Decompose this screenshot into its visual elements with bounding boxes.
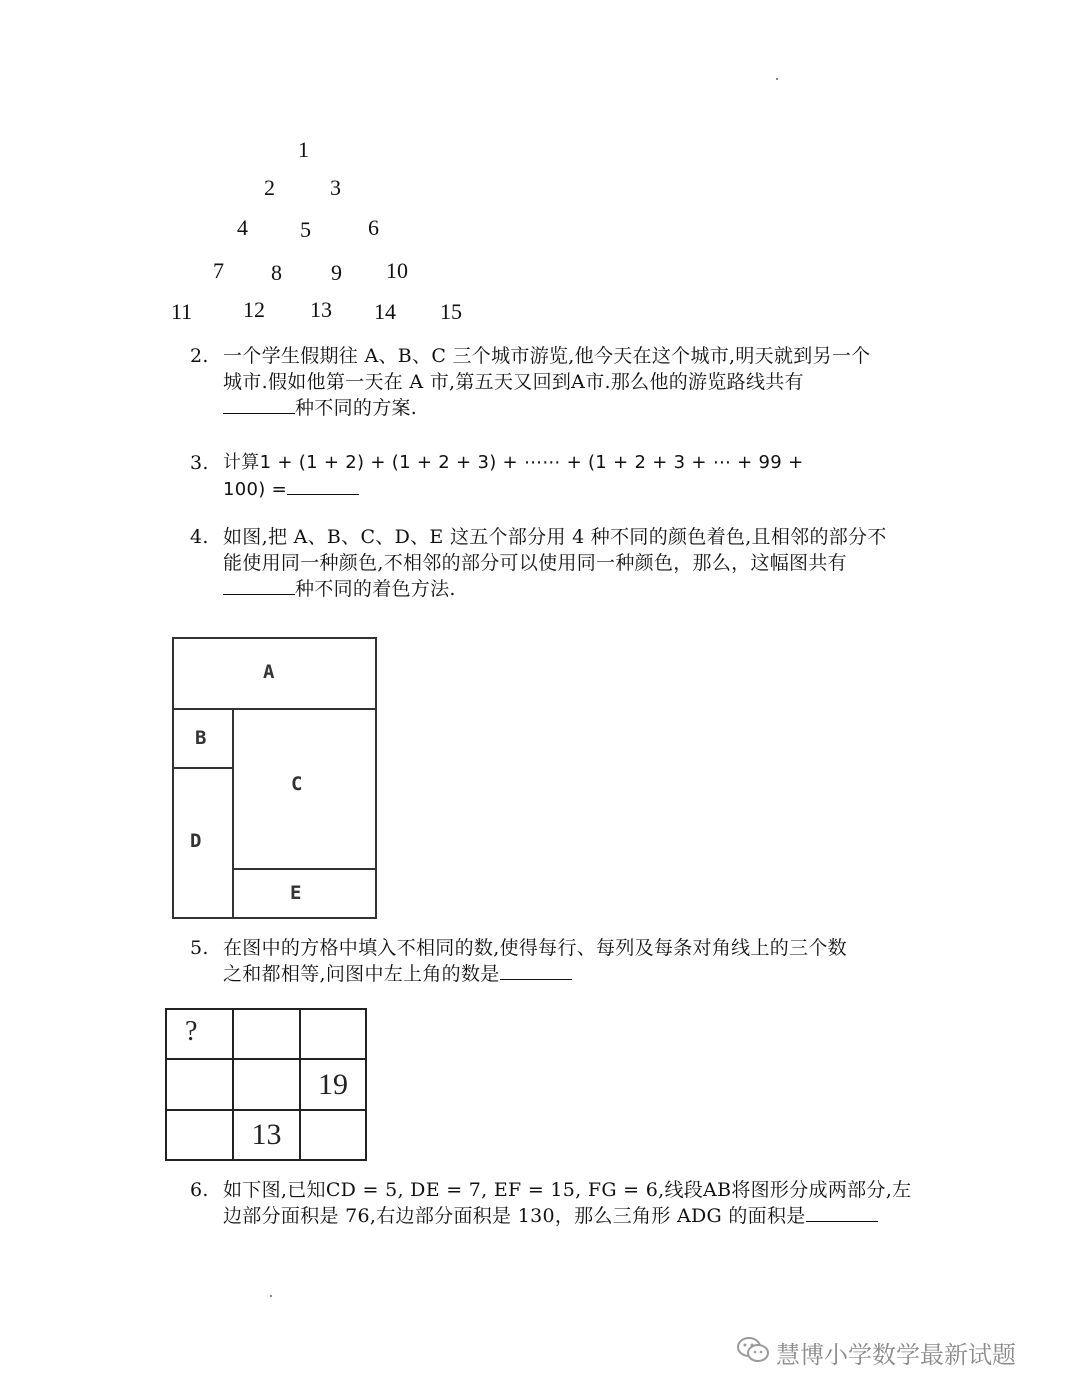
triangle-number: 15 bbox=[440, 299, 462, 324]
question-text: 一个学生假期往 A、B、C 三个城市游览,他今天在这个城市,明天就到另一个 bbox=[223, 345, 871, 367]
grid-cell bbox=[299, 1109, 367, 1161]
triangle-number: 5 bbox=[300, 217, 311, 242]
triangle-number: 10 bbox=[386, 258, 408, 283]
region-d bbox=[172, 767, 234, 919]
question-text: 100) = bbox=[223, 479, 287, 500]
grid-cell: 19 bbox=[299, 1058, 367, 1111]
region-label: A bbox=[263, 661, 275, 683]
question-6 bbox=[190, 1177, 930, 1229]
wechat-icon bbox=[736, 1336, 770, 1370]
grid-cell bbox=[299, 1008, 367, 1060]
question-text: 种不同的着色方法. bbox=[295, 578, 456, 600]
question-text: 能使用同一种颜色,不相邻的部分可以使用同一种颜色，那么，这幅图共有 bbox=[223, 552, 847, 574]
triangle-number: 14 bbox=[374, 299, 396, 324]
triangle-number: 11 bbox=[171, 299, 193, 324]
question-text: 计算1 + (1 + 2) + (1 + 2 + 3) + ⋯⋯ + (1 + 2 + 3 + ⋯ + 99 + bbox=[223, 452, 804, 473]
question-text: 城市.假如他第一天在 A 市,第五天又回到A市.那么他的游览路线共有 bbox=[223, 371, 804, 393]
region-c bbox=[232, 708, 377, 870]
question-2 bbox=[190, 343, 930, 421]
region-a bbox=[172, 637, 377, 710]
triangle-number: 8 bbox=[271, 260, 282, 285]
grid-cell bbox=[232, 1008, 301, 1060]
question-text: 边部分面积是 76,右边部分面积是 130，那么三角形 ADG 的面积是 bbox=[223, 1205, 806, 1227]
question-number: 6. bbox=[190, 1179, 209, 1201]
region-label: C bbox=[291, 773, 303, 795]
answer-blank[interactable] bbox=[287, 476, 359, 495]
grid-cell bbox=[232, 1058, 301, 1111]
answer-blank[interactable] bbox=[500, 961, 572, 980]
grid-cell: 13 bbox=[232, 1109, 301, 1161]
question-3 bbox=[190, 450, 930, 503]
answer-blank[interactable] bbox=[223, 395, 295, 414]
speck bbox=[270, 1295, 272, 1297]
question-text: 如下图,已知CD = 5, DE = 7, EF = 15, FG = 6,线段AB将图形分成两部分,左 bbox=[223, 1179, 912, 1201]
grid-cell: ? bbox=[165, 1008, 234, 1060]
answer-blank[interactable] bbox=[806, 1203, 878, 1222]
question-number: 5. bbox=[190, 937, 209, 959]
question-text: 之和都相等,问图中左上角的数是 bbox=[223, 963, 500, 985]
triangle-number: 2 bbox=[264, 175, 275, 200]
question-number: 3. bbox=[190, 452, 209, 474]
question-text: 在图中的方格中填入不相同的数,使得每行、每列及每条对角线上的三个数 bbox=[223, 937, 847, 959]
watermark bbox=[736, 1335, 1016, 1370]
grid-cell bbox=[165, 1058, 234, 1111]
region-label: E bbox=[290, 882, 302, 904]
watermark-text: 慧博小学数学最新试题 bbox=[776, 1341, 1016, 1369]
grid-cell bbox=[165, 1109, 234, 1161]
region-label: D bbox=[190, 830, 202, 852]
question-number: 2. bbox=[190, 345, 209, 367]
region-label: B bbox=[195, 727, 207, 749]
triangle-number: 3 bbox=[330, 175, 341, 200]
triangle-number: 4 bbox=[237, 215, 248, 240]
answer-blank[interactable] bbox=[223, 576, 295, 595]
triangle-number: 12 bbox=[243, 297, 265, 322]
question-4 bbox=[190, 524, 930, 602]
question-text: 如图,把 A、B、C、D、E 这五个部分用 4 种不同的颜色着色,且相邻的部分不 bbox=[223, 526, 887, 548]
question-number: 4. bbox=[190, 526, 209, 548]
triangle-number: 1 bbox=[298, 137, 309, 162]
triangle-number: 13 bbox=[310, 297, 332, 322]
speck bbox=[776, 78, 778, 80]
question-text: 种不同的方案. bbox=[295, 397, 418, 419]
region-e bbox=[232, 868, 377, 919]
triangle-number: 6 bbox=[368, 215, 379, 240]
triangle-number: 9 bbox=[331, 260, 342, 285]
question-5 bbox=[190, 935, 930, 987]
triangle-number: 7 bbox=[213, 258, 224, 283]
